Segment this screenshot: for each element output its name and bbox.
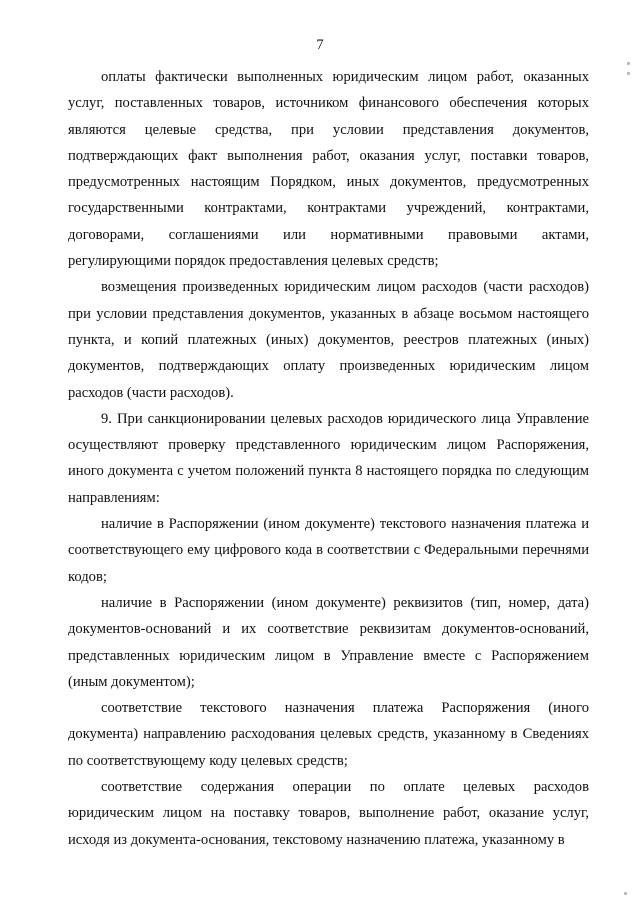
paragraph-document-requisites: наличие в Распоряжении (ином документе) реквизитов (тип, номер, дата) документов-оснований и их соответствие реквизитам документов-оснований, представленных юридическим лицом в Управление вместе с Распоряжением (иным документом); bbox=[68, 594, 589, 690]
paragraph-payment-purpose-code: наличие в Распоряжении (ином документе) текстового назначения платежа и соответствующего ему цифрового кода в соответствии с Федеральными перечнями кодов; bbox=[68, 516, 589, 585]
paragraph-operation-conformity: соответствие содержания операции по оплате целевых расходов юридическим лицом на поставку товаров, выполнение работ, оказание услуг, исходя из документа-основания, текстовому назначению платежа, указанному в bbox=[68, 779, 589, 848]
paragraph-payment-actual-work: оплаты фактически выполненных юридическим лицом работ, оказанных услуг, поставленных товаров, источником финансового обеспечения которых являются целевые средства, при условии представления документов, подтверждающих факт выполнения работ, оказания услуг, поставки товаров, предусмотренных настоящим Порядком, иных документов, предусмотренных государственными контрактами, контрактами учреждений, контрактами, договорами, соглашениями или нормативными правовыми актами, регулирующими порядок предоставления целевых средств; bbox=[68, 69, 589, 270]
scan-artifact-mark bbox=[624, 892, 627, 895]
paragraph-item-9: 9. При санкционировании целевых расходов юридического лица Управление осуществляют проверку представленного юридическим лицом Распоряжения, иного документа с учетом положений пункта 8 настоящего порядка по следующим направлениям: bbox=[68, 410, 589, 506]
document-body bbox=[68, 64, 589, 853]
scan-artifact-mark bbox=[627, 72, 630, 75]
scan-artifact-mark bbox=[627, 62, 630, 65]
paragraph-expense-reimbursement: возмещения произведенных юридическим лицом расходов (части расходов) при условии представления документов, указанных в абзаце восьмом настоящего пункта, и копий платежных (иных) документов, реестров платежных (иных) документов, подтверждающих оплату произведенных юридическим лицом расходов (части расходов). bbox=[68, 279, 589, 401]
page-number: 7 bbox=[316, 37, 324, 53]
paragraph-purpose-conformity: соответствие текстового назначения платежа Распоряжения (иного документа) направлению расходования целевых средств, указанному в Сведениях по соответствующему коду целевых средств; bbox=[68, 700, 589, 769]
